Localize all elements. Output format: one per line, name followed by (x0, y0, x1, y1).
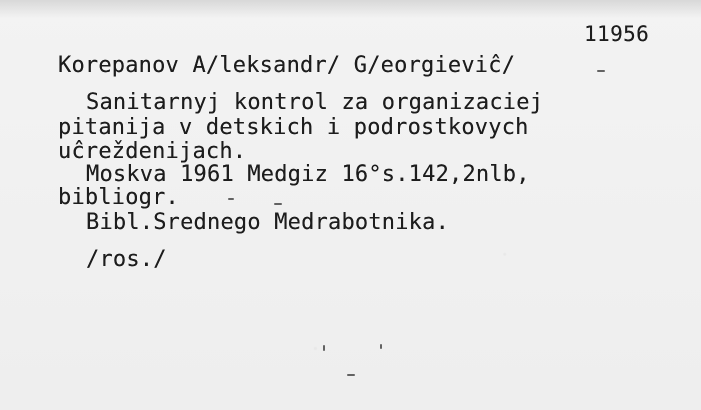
ink-speck (274, 203, 282, 205)
title-line-3: uĉreždenijach. (58, 139, 247, 164)
ink-speck (228, 198, 234, 200)
title-line-1: Sanitarnyj kontrol za organizaciej (86, 90, 544, 115)
imprint-line-1: Moskva 1961 Medgiz 16°s.142,2nlb, (86, 162, 530, 187)
author-line: Korepanov A/leksandr/ G/eorgieviĉ/ (58, 53, 516, 78)
top-edge-stain (0, 0, 701, 18)
ink-speck (380, 344, 382, 349)
location-line: Bibl.Srednego Medrabotnika. (86, 210, 450, 235)
ink-speck (347, 374, 355, 376)
title-line-2: pitanija v detskich i podrostkovych (58, 115, 529, 140)
ink-speck (323, 345, 325, 351)
code-line: /ros./ (86, 247, 167, 272)
ink-speck (597, 70, 605, 72)
record-number: 11956 (584, 22, 650, 46)
imprint-line-2: bibliogr. (58, 185, 180, 210)
